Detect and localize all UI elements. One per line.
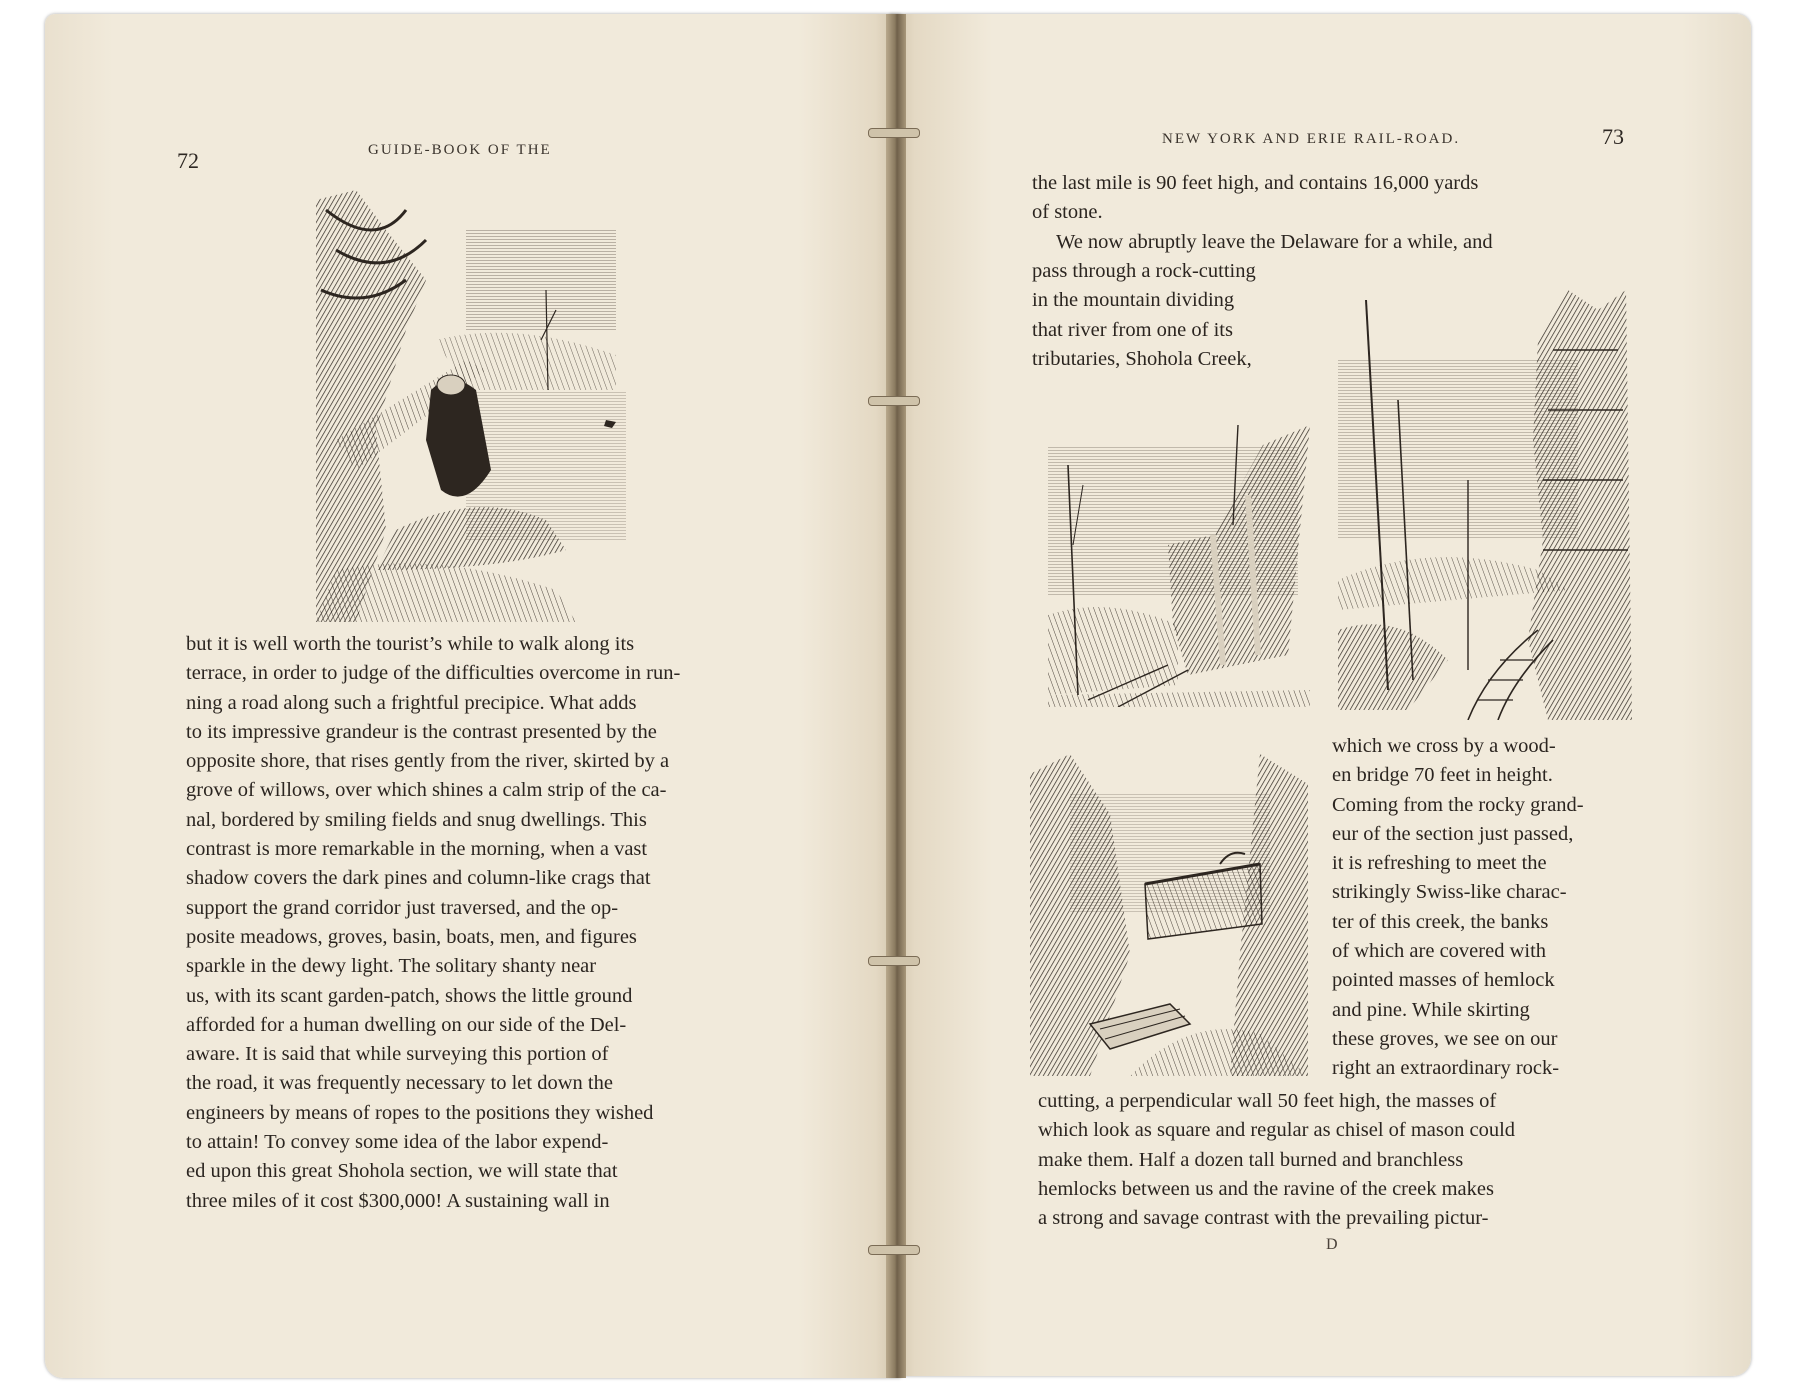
right-body-text-top xyxy=(1032,169,1627,257)
text-line: nal, bordered by smiling fields and snug dwellings. This xyxy=(186,808,647,831)
right-body-text-bottom xyxy=(1038,1087,1628,1233)
binding-stitch xyxy=(868,396,920,406)
signature-mark: D xyxy=(1326,1236,1338,1253)
illustration-figure-on-shore xyxy=(316,190,634,622)
text-line: these groves, we see on our xyxy=(1332,1027,1558,1050)
left-body-text xyxy=(186,630,774,1216)
text-line: three miles of it cost $300,000! A sustaining wall in xyxy=(186,1189,610,1212)
text-line: We now abruptly leave the Delaware for a while, and xyxy=(1056,230,1493,253)
text-line: in the mountain dividing xyxy=(1032,289,1235,312)
text-line: right an extraordinary rock- xyxy=(1332,1057,1560,1080)
text-line: it is refreshing to meet the xyxy=(1332,852,1547,875)
text-line: of which are covered with xyxy=(1332,940,1547,963)
binding-stitch xyxy=(868,1245,920,1255)
binding-stitch xyxy=(868,956,920,966)
illustration-wooden-bridge xyxy=(1030,754,1308,1076)
text-line: which look as square and regular as chisel of mason could xyxy=(1038,1119,1516,1142)
text-line: but it is well worth the tourist’s while to walk along its xyxy=(186,633,635,655)
text-line: and pine. While skirting xyxy=(1332,998,1530,1021)
text-line: ed upon this great Shohola section, we will state that xyxy=(186,1160,618,1183)
text-line: aware. It is said that while surveying this portion of xyxy=(186,1043,609,1066)
text-line: that river from one of its xyxy=(1032,318,1233,341)
text-line: the last mile is 90 feet high, and contains 16,000 yards xyxy=(1032,172,1479,194)
right-body-text-narrow-right xyxy=(1332,732,1628,1084)
text-line: a strong and savage contrast with the prevailing pictur- xyxy=(1038,1207,1489,1230)
text-line: grove of willows, over which shines a calm strip of the ca- xyxy=(186,779,667,802)
text-line: make them. Half a dozen tall burned and branchless xyxy=(1038,1148,1464,1171)
text-line: of stone. xyxy=(1032,201,1103,224)
text-line: hemlocks between us and the ravine of the creek makes xyxy=(1038,1177,1494,1200)
text-line: sparkle in the dewy light. The solitary shanty near xyxy=(186,955,597,978)
running-head-left: GUIDE-BOOK OF THE xyxy=(368,142,552,158)
text-line: Coming from the rocky grand- xyxy=(1332,793,1584,816)
text-line: to its impressive grandeur is the contrast presented by the xyxy=(186,720,657,743)
text-line: us, with its scant garden-patch, shows the little ground xyxy=(186,984,633,1007)
text-line: ter of this creek, the banks xyxy=(1332,910,1549,933)
text-line: afforded for a human dwelling on our side of the Del- xyxy=(186,1013,627,1036)
text-line: cutting, a perpendicular wall 50 feet high, the masses of xyxy=(1038,1090,1497,1112)
text-line: posite meadows, groves, basin, boats, men, and figures xyxy=(186,925,637,948)
text-line: opposite shore, that rises gently from the river, skirted by a xyxy=(186,750,670,773)
text-line: tributaries, Shohola Creek, xyxy=(1032,347,1252,370)
illustration-rock-wall-track xyxy=(1338,290,1632,720)
text-line: eur of the section just passed, xyxy=(1332,822,1574,845)
illustration-rock-cutting xyxy=(1048,425,1310,707)
text-line: engineers by means of ropes to the positions they wished xyxy=(186,1101,654,1124)
right-body-text-narrow-left xyxy=(1032,257,1320,374)
running-head-right: NEW YORK AND ERIE RAIL-ROAD. xyxy=(1162,131,1461,147)
text-line: contrast is more remarkable in the morning, when a vast xyxy=(186,838,648,861)
page-number-left: 72 xyxy=(177,148,199,173)
text-line: the road, it was frequently necessary to let down the xyxy=(186,1072,613,1095)
text-line: pass through a rock-cutting xyxy=(1032,260,1256,282)
text-line: ning a road along such a frightful precipice. What adds xyxy=(186,691,637,714)
binding-stitch xyxy=(868,128,920,138)
book-spine xyxy=(886,14,906,1378)
text-line: shadow covers the dark pines and column-like crags that xyxy=(186,867,651,890)
text-line: to attain! To convey some idea of the labor expend- xyxy=(186,1131,609,1154)
text-line: support the grand corridor just traversed, and the op- xyxy=(186,896,619,919)
text-line: en bridge 70 feet in height. xyxy=(1332,764,1553,787)
text-line: terrace, in order to judge of the difficulties overcome in run- xyxy=(186,662,681,685)
page-number-right: 73 xyxy=(1602,124,1624,149)
text-line: pointed masses of hemlock xyxy=(1332,969,1555,992)
text-line: which we cross by a wood- xyxy=(1332,735,1556,757)
text-line: strikingly Swiss-like charac- xyxy=(1332,881,1567,904)
